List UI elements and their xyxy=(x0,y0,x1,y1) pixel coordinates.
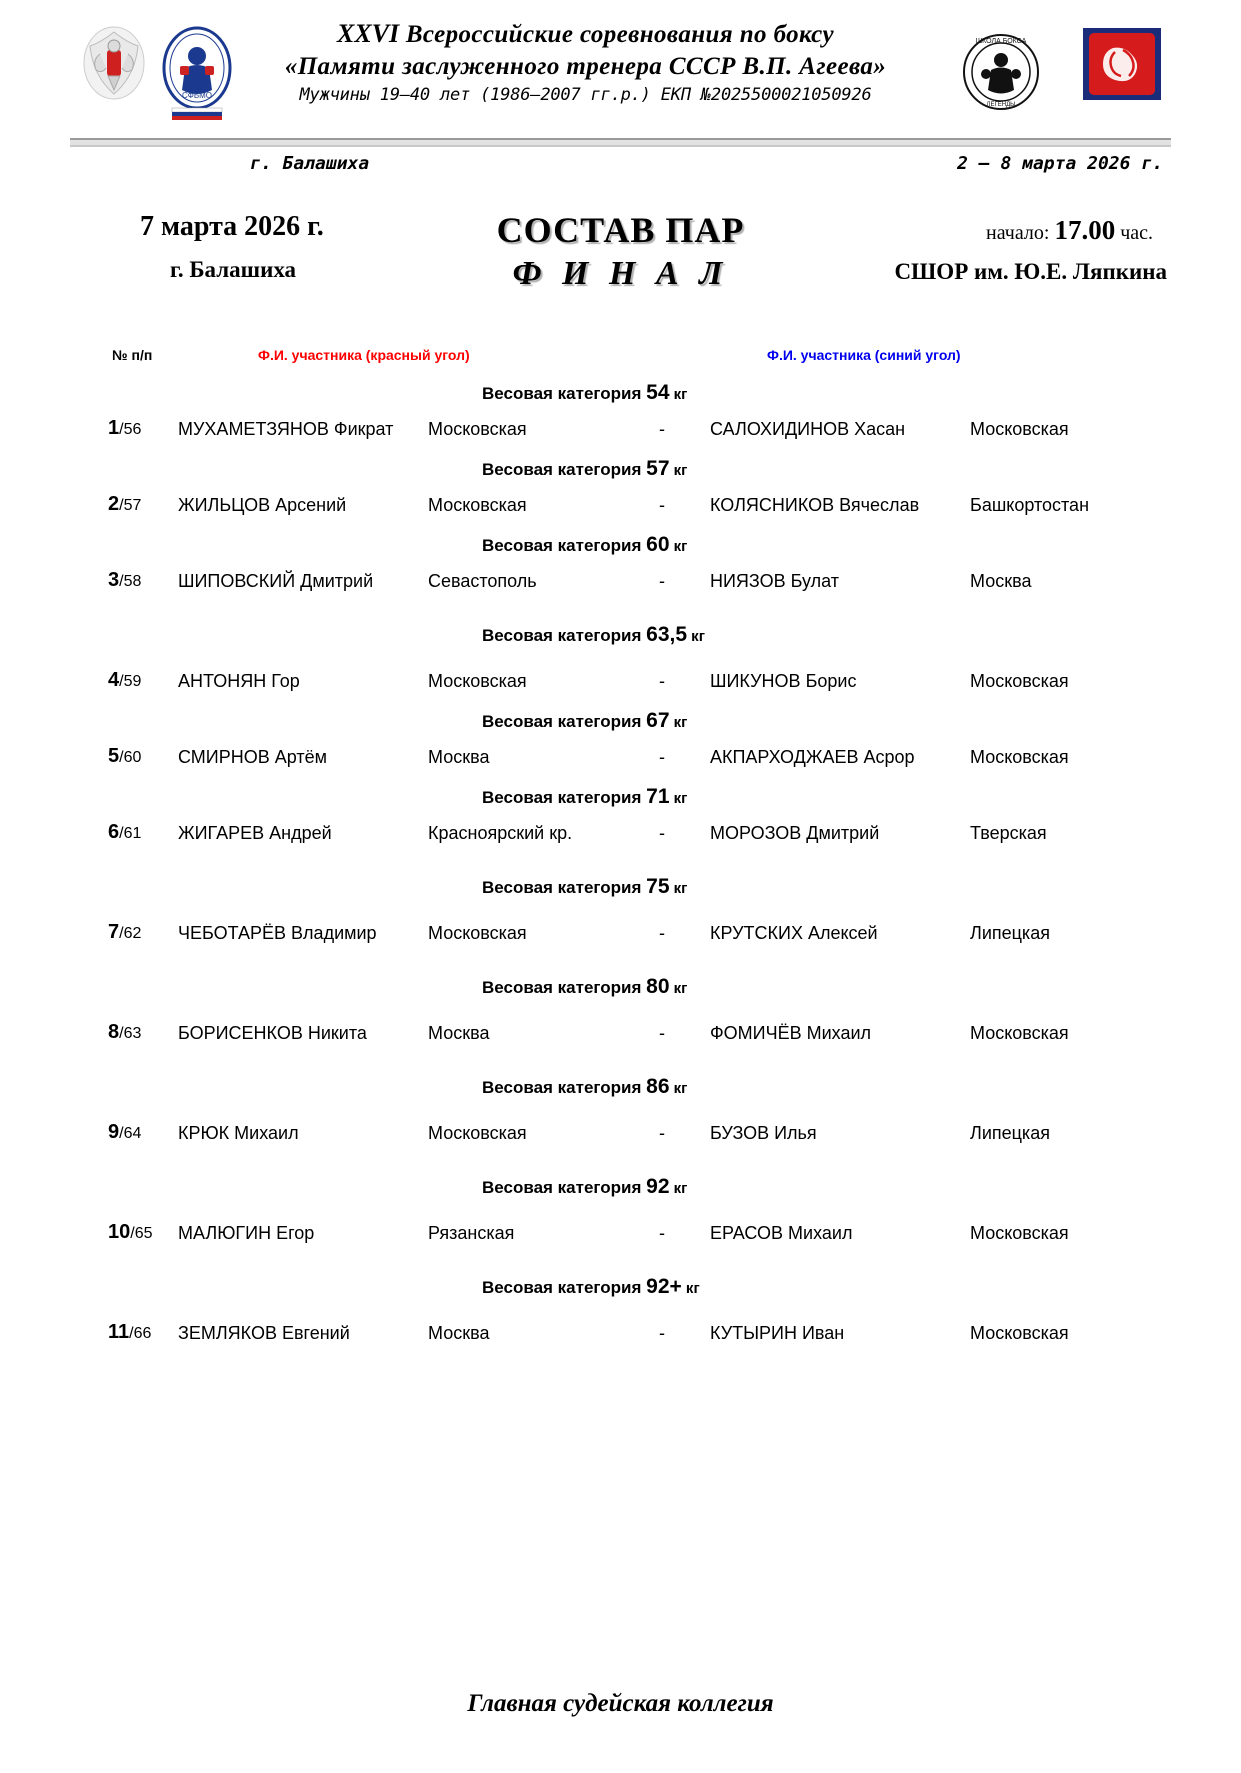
footer-signature: Главная судейская коллегия xyxy=(467,1690,774,1717)
svg-text:СФБМО: СФБМО xyxy=(182,91,212,100)
weight-group xyxy=(70,1275,1171,1351)
table-row xyxy=(70,821,1171,851)
competition-header xyxy=(70,18,1171,136)
weight-category-unit: кг xyxy=(669,714,688,731)
weight-group xyxy=(70,457,1171,523)
bout-separator-dash: - xyxy=(659,923,665,943)
blue-corner-name: ШИКУНОВ Борис xyxy=(710,671,857,691)
weight-category-unit: кг xyxy=(669,980,688,997)
weight-category-value: 92+ xyxy=(646,1275,682,1298)
table-row xyxy=(70,417,1171,447)
table-column-headers xyxy=(70,347,1171,371)
document-city: г. Балашиха xyxy=(170,257,297,282)
bout-number: 2/57 xyxy=(108,493,142,515)
competition-title-line3: Мужчины 19–40 лет (1986–2007 гг.р.) ЕКП №2025500021050926 xyxy=(299,85,872,105)
bout-number: 7/62 xyxy=(108,921,142,943)
red-corner-region: Московская xyxy=(428,671,527,691)
competition-title-block xyxy=(230,18,941,109)
blue-corner-name: КРУТСКИХ Алексей xyxy=(710,923,878,943)
weight-category-heading xyxy=(70,1275,1171,1299)
table-row xyxy=(70,1221,1171,1251)
bout-separator-dash: - xyxy=(659,571,665,591)
bout-number: 6/61 xyxy=(108,821,142,843)
document-venue: СШОР им. Ю.Е. Ляпкина xyxy=(894,259,1167,284)
red-corner-name: ЧЕБОТАРЁВ Владимир xyxy=(178,923,377,943)
red-boxing-glove-emblem-icon xyxy=(1083,28,1161,100)
weight-category-heading xyxy=(70,975,1171,999)
bout-separator-dash: - xyxy=(659,1323,665,1343)
weight-category-heading xyxy=(70,1175,1171,1199)
blue-corner-name: АКПАРХОДЖАЕВ Асрор xyxy=(710,747,915,767)
svg-text:ЛЕГЕНДЫ: ЛЕГЕНДЫ xyxy=(986,102,1016,108)
bout-number: 10/65 xyxy=(108,1221,153,1243)
bout-separator-dash: - xyxy=(659,1223,665,1243)
weight-category-value: 63,5 xyxy=(646,623,688,646)
table-row xyxy=(70,493,1171,523)
header-city: г. Балашиха xyxy=(250,153,370,174)
bout-separator-dash: - xyxy=(659,419,665,439)
red-corner-name: ЖИЛЬЦОВ Арсений xyxy=(178,495,347,515)
bout-number: 9/64 xyxy=(108,1121,142,1143)
red-corner-region: Москва xyxy=(428,1023,490,1043)
blue-corner-name: ЕРАСОВ Михаил xyxy=(710,1223,853,1243)
blue-corner-region: Липецкая xyxy=(970,923,1050,943)
weight-category-heading xyxy=(70,533,1171,557)
page-title: СОСТАВ ПАР xyxy=(496,210,745,250)
start-time-unit: час. xyxy=(1120,222,1153,244)
table-row xyxy=(70,1321,1171,1351)
bout-number: 11/66 xyxy=(108,1321,152,1343)
blue-corner-region: Тверская xyxy=(970,823,1047,843)
weight-category-label: Весовая категория xyxy=(482,626,647,645)
red-corner-name: КРЮК Михаил xyxy=(178,1123,299,1143)
red-corner-region: Московская xyxy=(428,923,527,943)
weight-category-unit: кг xyxy=(669,1180,688,1197)
bout-number: 4/59 xyxy=(108,669,142,691)
red-corner-name: БОРИСЕНКОВ Никита xyxy=(178,1023,367,1043)
start-time-block xyxy=(986,215,1153,246)
weight-category-label: Весовая категория xyxy=(482,460,647,479)
blue-corner-region: Московская xyxy=(970,1323,1069,1343)
weight-category-value: 86 xyxy=(646,1075,670,1098)
blue-corner-region: Москва xyxy=(970,571,1032,591)
weight-category-label: Весовая категория xyxy=(482,1178,647,1197)
blue-corner-region: Московская xyxy=(970,747,1069,767)
weight-category-unit: кг xyxy=(669,1080,688,1097)
red-corner-region: Московская xyxy=(428,495,527,515)
bout-number: 8/63 xyxy=(108,1021,142,1043)
weight-category-label: Весовая категория xyxy=(482,788,647,807)
bout-separator-dash: - xyxy=(659,495,665,515)
weight-category-heading xyxy=(70,785,1171,809)
red-corner-name: ЗЕМЛЯКОВ Евгений xyxy=(178,1323,350,1343)
red-corner-name: ШИПОВСКИЙ Дмитрий xyxy=(178,571,374,591)
red-corner-region: Москва xyxy=(428,747,490,767)
red-corner-name: ЖИГАРЕВ Андрей xyxy=(178,823,332,843)
weight-category-heading xyxy=(70,381,1171,405)
red-corner-name: МУХАМЕТЗЯНОВ Фикрат xyxy=(178,419,394,439)
red-corner-region: Рязанская xyxy=(428,1223,515,1243)
competition-title-line1 xyxy=(230,18,941,51)
start-time-label: начало: xyxy=(986,222,1050,244)
weight-group xyxy=(70,381,1171,447)
weight-category-label: Весовая категория xyxy=(482,978,647,997)
column-header-red-corner: Ф.И. участника (красный угол) xyxy=(258,347,470,363)
weight-group xyxy=(70,1075,1171,1151)
sfbmo-federation-emblem-icon xyxy=(158,26,236,122)
weight-category-value: 67 xyxy=(646,709,670,732)
weight-category-unit: кг xyxy=(669,538,688,555)
weight-category-label: Весовая категория xyxy=(482,1278,647,1297)
document-title-block xyxy=(70,209,1171,301)
table-row xyxy=(70,1121,1171,1151)
weight-group xyxy=(70,875,1171,951)
table-row xyxy=(70,921,1171,951)
weight-category-unit: кг xyxy=(681,1280,700,1297)
blue-corner-region: Башкортостан xyxy=(970,495,1090,515)
column-header-number: № п/п xyxy=(112,347,153,363)
bout-separator-dash: - xyxy=(659,671,665,691)
bout-separator-dash: - xyxy=(659,747,665,767)
weight-category-unit: кг xyxy=(669,462,688,479)
weight-category-unit: кг xyxy=(687,628,705,645)
weight-group xyxy=(70,533,1171,599)
weight-category-value: 71 xyxy=(646,785,670,808)
weight-category-value: 92 xyxy=(646,1175,670,1198)
weight-category-heading xyxy=(70,709,1171,733)
blue-corner-region: Московская xyxy=(970,1223,1069,1243)
weight-category-unit: кг xyxy=(669,386,688,403)
header-subline xyxy=(70,151,1171,181)
weight-category-label: Весовая категория xyxy=(482,1078,647,1097)
blue-corner-region: Московская xyxy=(970,671,1069,691)
blue-corner-name: НИЯЗОВ Булат xyxy=(710,571,839,591)
weight-category-heading xyxy=(70,875,1171,899)
column-header-blue-corner: Ф.И. участника (синий угол) xyxy=(767,347,961,363)
red-corner-region: Красноярский кр. xyxy=(428,823,573,843)
weight-category-label: Весовая категория xyxy=(482,878,647,897)
weight-group xyxy=(70,1175,1171,1251)
bout-separator-dash: - xyxy=(659,1123,665,1143)
blue-corner-region: Липецкая xyxy=(970,1123,1050,1143)
table-row xyxy=(70,1021,1171,1051)
weight-group xyxy=(70,623,1171,699)
weight-category-unit: кг xyxy=(669,790,688,807)
blue-corner-name: КУТЫРИН Иван xyxy=(710,1323,845,1343)
blue-corner-name: БУЗОВ Илья xyxy=(710,1123,817,1143)
red-corner-region: Севастополь xyxy=(428,571,537,591)
bout-separator-dash: - xyxy=(659,823,665,843)
weight-groups-container xyxy=(70,381,1171,1351)
competition-title-line2: «Памяти заслуженного тренера СССР В.П. Агеева» xyxy=(284,52,887,80)
page-subtitle: Ф И Н А Л xyxy=(512,255,729,292)
red-corner-name: АНТОНЯН Гор xyxy=(178,671,300,691)
table-row xyxy=(70,745,1171,775)
blue-corner-region: Московская xyxy=(970,1023,1069,1043)
blue-corner-name: МОРОЗОВ Дмитрий xyxy=(710,823,880,843)
header-dates: 2 – 8 марта 2026 г. xyxy=(957,153,1163,174)
red-corner-name: СМИРНОВ Артём xyxy=(178,747,327,767)
russian-eagle-emblem-icon xyxy=(80,24,148,102)
weight-category-value: 80 xyxy=(646,975,670,998)
red-corner-name: МАЛЮГИН Егор xyxy=(178,1223,315,1243)
weight-category-label: Весовая категория xyxy=(482,384,647,403)
red-corner-region: Московская xyxy=(428,1123,527,1143)
weight-group xyxy=(70,709,1171,775)
weight-group xyxy=(70,785,1171,851)
bout-number: 1/56 xyxy=(108,417,142,439)
blue-corner-region: Московская xyxy=(970,419,1069,439)
weight-category-value: 57 xyxy=(646,457,670,480)
document-date: 7 марта 2026 г. xyxy=(140,211,324,242)
header-divider-rule xyxy=(70,138,1171,147)
competition-edition-number: XXVI xyxy=(337,19,400,48)
weight-category-label: Весовая категория xyxy=(482,712,647,731)
blue-corner-name: САЛОХИДИНОВ Хасан xyxy=(710,419,906,439)
weight-category-value: 60 xyxy=(646,533,670,556)
weight-category-value: 54 xyxy=(646,381,670,404)
table-row xyxy=(70,669,1171,699)
svg-text:ШКОЛА БОКСА: ШКОЛА БОКСА xyxy=(975,38,1027,45)
weight-category-heading xyxy=(70,457,1171,481)
blue-corner-name: ФОМИЧЁВ Михаил xyxy=(710,1023,872,1043)
weight-group xyxy=(70,975,1171,1051)
bout-number: 5/60 xyxy=(108,745,142,767)
weight-category-value: 75 xyxy=(646,875,670,898)
boxing-school-emblem-icon xyxy=(961,28,1041,116)
pairs-table xyxy=(70,347,1171,1351)
bout-number: 3/58 xyxy=(108,569,142,591)
red-corner-region: Москва xyxy=(428,1323,490,1343)
start-time-value: 17.00 xyxy=(1054,215,1116,245)
red-corner-region: Московская xyxy=(428,419,527,439)
weight-category-unit: кг xyxy=(669,880,688,897)
table-row xyxy=(70,569,1171,599)
weight-category-heading xyxy=(70,623,1171,647)
weight-category-heading xyxy=(70,1075,1171,1099)
blue-corner-name: КОЛЯСНИКОВ Вячеслав xyxy=(710,495,920,515)
competition-title-text: Всероссийские соревнования по боксу xyxy=(405,21,834,48)
bout-separator-dash: - xyxy=(659,1023,665,1043)
weight-category-label: Весовая категория xyxy=(482,536,647,555)
